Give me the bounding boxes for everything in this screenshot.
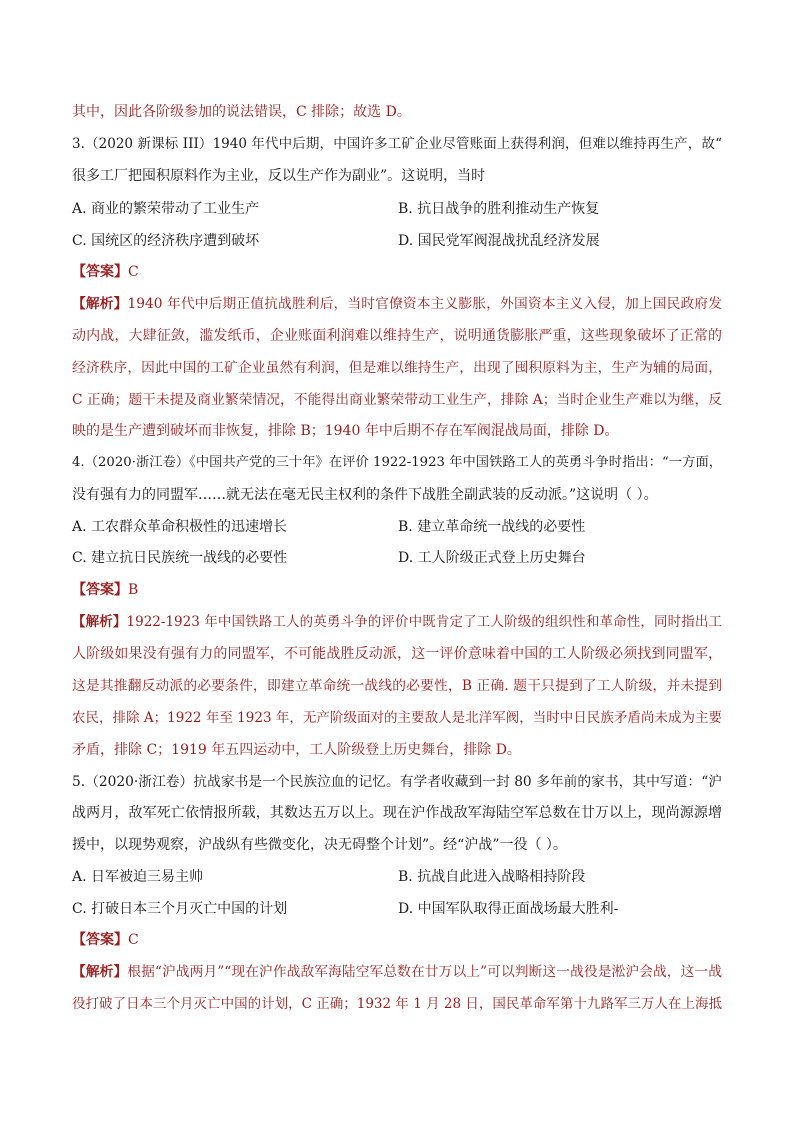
q4-answer (72, 580, 722, 600)
q3-stem-line-2: 很多工厂把囤积原料作为主业，反以生产作为副业”。这说明，当时 (72, 168, 486, 184)
q4-option-b: B. 建立革命统一战线的必要性 (398, 519, 586, 535)
q3-analysis-line-3: 经济秩序，因此中国的工矿企业虽然有利润，但是难以维持生产，出现了囤积原料为主，生产为辅的局面， (72, 360, 722, 376)
q5-analysis-tag: 【解析】 (72, 964, 128, 980)
q5-stem-line-2: 战两月，敌军死亡依情报所载，其数达五万以上。现在沪作战敌军海陆空军总数在廿万以上，现尚源源增 (72, 805, 722, 821)
q3-stem-line-1: 3.（2020 新课标 III）1940 年代中后期，中国许多工矿企业尽管账面上获得利润，但难以维持再生产，故“ (72, 136, 722, 152)
q5-analysis-text-1: 根据“沪战两月”“现在沪作战敌军海陆空军总数在廿万以上”可以判断这一战役是淞沪会战，这一战 (127, 964, 722, 980)
q5-analysis-line-1 (72, 962, 722, 982)
q3-answer-value: C (128, 264, 139, 280)
q4-analysis-line-4: 农民，排除 A；1922 年至 1923 年，无产阶级面对的主要敌人是北洋军阀，当时中日民族矛盾尚未成为主要 (72, 710, 722, 726)
q5-option-c: C. 打破日本三个月灭亡中国的计划 (72, 901, 288, 917)
q3-option-d: D. 国民党军阀混战扰乱经济发展 (398, 233, 600, 249)
q3-option-b: B. 抗日战争的胜利推动生产恢复 (398, 201, 600, 217)
q4-analysis-line-3: 这是其推翻反动派的必要条件，即建立革命统一战线的必要性，B 正确. 题干只提到了工人阶级，并未提到 (72, 678, 722, 694)
q4-analysis-line-2: 人阶级如果没有强有力的同盟军，不可能战胜反动派，这一评价意味着中国的工人阶级必须找到同盟军， (72, 646, 722, 662)
q3-option-a: A. 商业的繁荣带动了工业生产 (72, 201, 260, 217)
q5-analysis-line-2: 役打破了日本三个月灭亡中国的计划，C 正确；1932 年 1 月 28 日，国民革命军第十九路军三万人在上海抵 (72, 996, 722, 1012)
q3-analysis-tag: 【解析】 (72, 296, 128, 312)
q4-stem-line-2: 没有强有力的同盟军……就无法在毫无民主权利的条件下战胜全副武装的反动派。”这说明（ ）。 (72, 487, 658, 503)
q3-analysis-line-5: 映的是生产遭到破坏而非恢复，排除 B；1940 年中后期不存在军阀混战局面，排除 D。 (72, 423, 619, 439)
q3-analysis-text-1: 1940 年代中后期正值抗战胜利后，当时官僚资本主义膨胀，外国资本主义入侵，加上国民政府发 (127, 296, 722, 312)
q5-answer-value: C (128, 932, 139, 948)
q3-answer (72, 262, 722, 282)
q5-option-a: A. 日军被迫三易主帅 (72, 869, 204, 885)
q5-stem-line-3: 援中，以现势观察，沪战纵有些微变化，决无碍整个计划”。经“沪战”一役（ ）。 (72, 837, 567, 853)
q4-stem-line-1: 4.（2020·浙江卷）《中国共产党的三十年》在评价 1922-1923 年中国铁路工人的英勇斗争时指出：“一方面， (72, 455, 722, 470)
q5-option-b: B. 抗战自此进入战略相持阶段 (398, 869, 586, 885)
q3-analysis-line-1 (72, 294, 722, 314)
q5-answer-tag: 【答案】 (72, 932, 128, 948)
q5-option-d: D. 中国军队取得正面战场最大胜利- (398, 901, 619, 917)
q5-answer (72, 930, 722, 950)
q5-stem-line-1: 5.（2020·浙江卷）抗战家书是一个民族泣血的记忆。有学者收藏到一封 80 多年前的家书，其中写道：“沪 (72, 774, 722, 790)
intro-conclusion: 其中，因此各阶级参加的说法错误，C 排除；故选 D。 (72, 104, 411, 120)
q3-analysis-line-4: C 正确；题干未提及商业繁荣情况，不能得出商业繁荣带动工业生产，排除 A；当时企业生产难以为继，反 (72, 392, 722, 408)
q4-answer-value: B (128, 582, 139, 598)
q4-analysis-tag: 【解析】 (72, 614, 127, 630)
q4-option-c: C. 建立抗日民族统一战线的必要性 (72, 550, 288, 566)
q4-analysis-text-1: 1922-1923 年中国铁路工人的英勇斗争的评价中既肯定了工人阶级的组织性和革命性，同时指出工 (126, 614, 723, 630)
q4-option-d: D. 工人阶级正式登上历史舞台 (398, 550, 586, 566)
q3-analysis-line-2: 动内战，大肆征敛，滥发纸币，企业账面利润难以维持生产，说明通货膨胀严重，这些现象破坏了正常的 (72, 328, 722, 344)
q3-option-c: C. 国统区的经济秩序遭到破坏 (72, 233, 260, 249)
q4-analysis-line-5: 矛盾，排除 C；1919 年五四运动中，工人阶级登上历史舞台，排除 D。 (72, 742, 521, 758)
q4-analysis-line-1 (72, 612, 722, 632)
q4-option-a: A. 工农群众革命积极性的迅速增长 (72, 519, 288, 535)
q4-answer-tag: 【答案】 (72, 582, 128, 598)
q3-answer-tag: 【答案】 (72, 264, 128, 280)
